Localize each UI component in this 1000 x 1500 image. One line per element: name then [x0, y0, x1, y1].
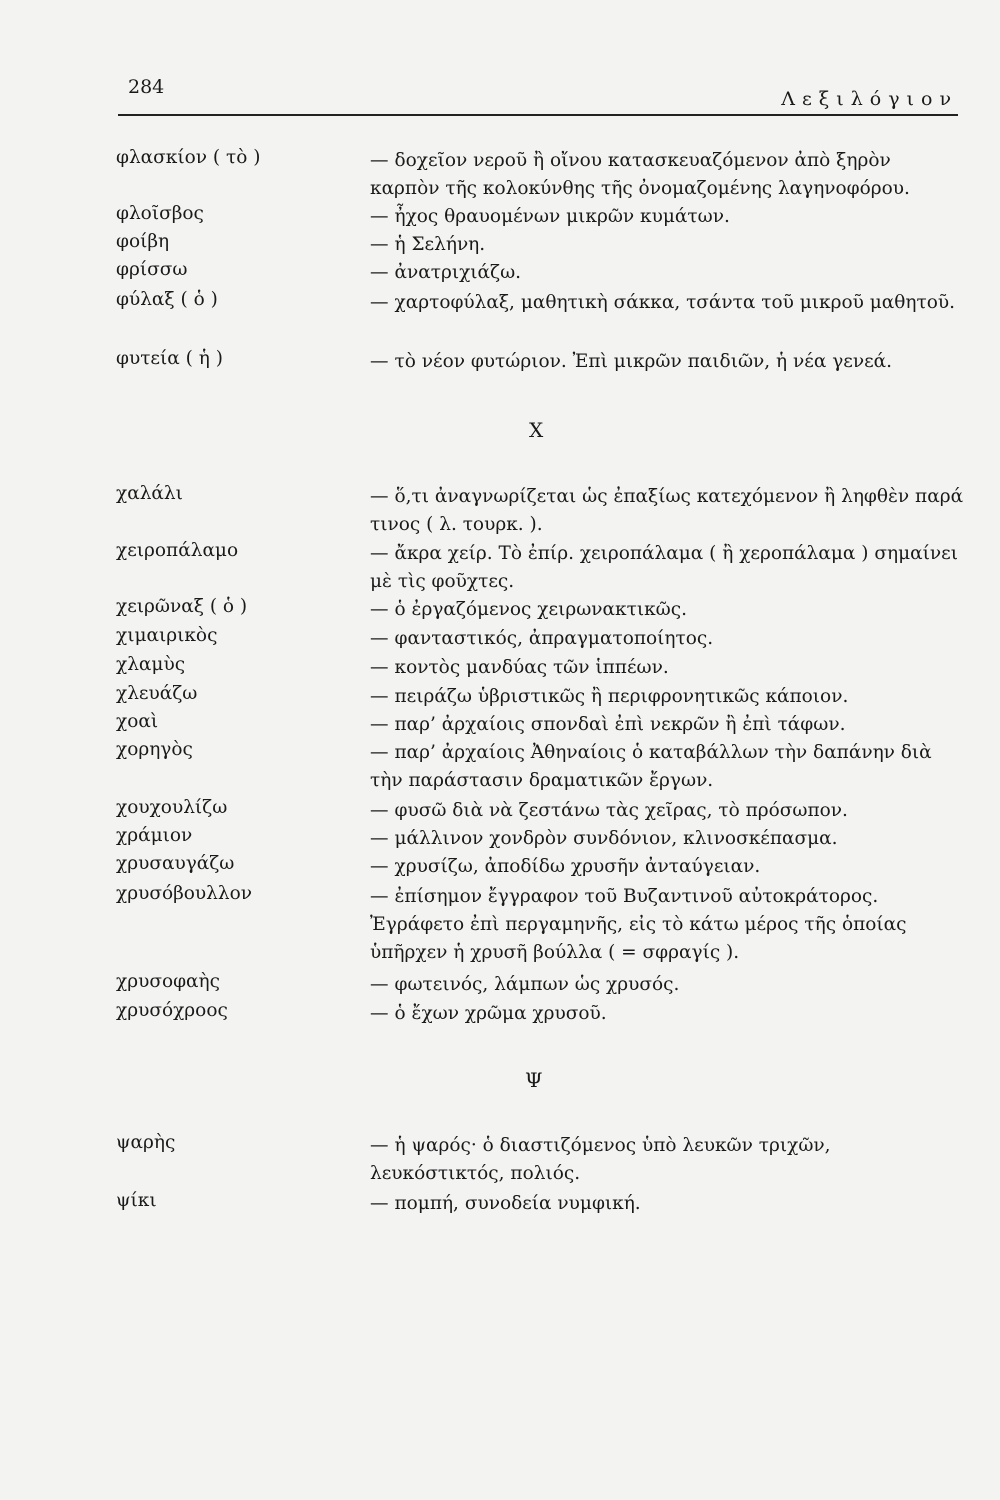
dash: —	[370, 742, 389, 763]
entry-term: φλασκίον ( τὸ )	[116, 147, 261, 168]
dash: —	[370, 800, 389, 821]
header-rule	[118, 114, 958, 116]
entry-term: χρυσόβουλλον	[116, 883, 253, 904]
dash: —	[370, 150, 389, 171]
entry-term: χλαμὺς	[116, 654, 186, 675]
dash: —	[370, 351, 389, 372]
entry-term: φλοῖσβος	[116, 203, 204, 224]
entry-term: φύλαξ ( ὁ )	[116, 289, 218, 310]
entry-definition: — ἀνατριχιάζω.	[370, 259, 966, 287]
entry-term: φρίσσω	[116, 259, 188, 280]
entry-term: χουχουλίζω	[116, 797, 228, 818]
entry-definition: — ὅ,τι ἀναγνωρίζεται ὡς ἐπαξίως κατεχόμενον ἢ ληφθὲν παρά τινος ( λ. τουρκ. ).	[370, 483, 966, 539]
entry-definition: — παρ’ ἀρχαίοις Ἀθηναίοις ὁ καταβάλλων τὴν δαπάνην διὰ τὴν παράστασιν δραματικῶν ἔργων.	[370, 739, 966, 795]
dash: —	[370, 657, 389, 678]
entry-term: φυτεία ( ἡ )	[116, 348, 223, 369]
entry-definition: — ἦχος θραυομένων μικρῶν κυμάτων.	[370, 203, 966, 231]
entry-term: φοίβη	[116, 231, 170, 252]
dash: —	[370, 234, 389, 255]
dash: —	[370, 1135, 389, 1156]
running-head: Λεξιλόγιον	[781, 88, 958, 110]
dash: —	[370, 628, 389, 649]
entry-term: χρυσόχροος	[116, 1000, 228, 1021]
dash: —	[370, 206, 389, 227]
entry-term: χοαὶ	[116, 711, 159, 732]
section-letter-psi: Ψ	[525, 1068, 543, 1092]
entry-term: χρυσαυγάζω	[116, 853, 235, 874]
dash: —	[370, 292, 389, 313]
entry-definition: — φυσῶ διὰ νὰ ζεστάνω τὰς χεῖρας, τὸ πρόσωπον.	[370, 797, 966, 825]
dash: —	[370, 543, 389, 564]
dash: —	[370, 886, 389, 907]
dash: —	[370, 714, 389, 735]
entry-definition: — ἄκρα χείρ. Τὸ ἐπίρ. χειροπάλαμα ( ἢ χεροπάλαμα ) σημαίνει μὲ τὶς φοῦχτες.	[370, 540, 966, 596]
entry-definition: — πομπή, συνοδεία νυμφική.	[370, 1190, 966, 1218]
dash: —	[370, 262, 389, 283]
dash: —	[370, 486, 389, 507]
entry-definition: — πειράζω ὑβριστικῶς ἢ περιφρονητικῶς κάποιον.	[370, 683, 966, 711]
entry-term: χράμιον	[116, 825, 193, 846]
dash: —	[370, 686, 389, 707]
dash: —	[370, 599, 389, 620]
entry-term: χειροπάλαμο	[116, 540, 239, 561]
entry-definition: — ὁ ἔχων χρῶμα χρυσοῦ.	[370, 1000, 966, 1028]
entry-term: χαλάλι	[116, 483, 183, 504]
entry-definition: — ἡ ψαρός· ὁ διαστιζόμενος ὑπὸ λευκῶν τριχῶν, λευκόστικτός, πολιός.	[370, 1132, 966, 1188]
entry-definition: — φανταστικός, ἀπραγματοποίητος.	[370, 625, 966, 653]
entry-definition: — χαρτοφύλαξ, μαθητικὴ σάκκα, τσάντα τοῦ μικροῦ μαθητοῦ.	[370, 289, 966, 317]
entry-definition: — χρυσίζω, ἀποδίδω χρυσῆν ἀνταύγειαν.	[370, 853, 966, 881]
entry-definition: — κοντὸς μανδύας τῶν ἱππέων.	[370, 654, 966, 682]
section-letter-chi: Χ	[529, 418, 544, 442]
entry-definition: — τὸ νέον φυτώριον. Ἐπὶ μικρῶν παιδιῶν, ἡ νέα γενεά.	[370, 348, 966, 376]
entry-definition: — ἐπίσημον ἔγγραφον τοῦ Βυζαντινοῦ αὐτοκράτορος. Ἐγράφετο ἐπὶ περγαμηνῆς, εἰς τὸ κάτω μέρος τῆς ὁποίας ὑπῆρχεν ἡ χρυσῆ βούλλα ( = σφραγίς ).	[370, 883, 966, 967]
entry-definition: — φωτεινός, λάμπων ὡς χρυσός.	[370, 971, 966, 999]
entry-term: ψαρὴς	[116, 1132, 176, 1153]
entry-term: χειρῶναξ ( ὁ )	[116, 596, 248, 617]
entry-term: χρυσοφαὴς	[116, 971, 220, 992]
entry-definition: — ὁ ἐργαζόμενος χειρωνακτικῶς.	[370, 596, 966, 624]
entry-definition: — ἡ Σελήνη.	[370, 231, 966, 259]
entry-term: χιμαιρικὸς	[116, 625, 218, 646]
dash: —	[370, 1193, 389, 1214]
dash: —	[370, 1003, 389, 1024]
entry-definition: — μάλλινον χονδρὸν συνδόνιον, κλινοσκέπασμα.	[370, 825, 966, 853]
entry-term: ψίκι	[116, 1190, 157, 1211]
dash: —	[370, 856, 389, 877]
page-number: 284	[128, 76, 165, 98]
dash: —	[370, 828, 389, 849]
entry-definition: — δοχεῖον νεροῦ ἢ οἴνου κατασκευαζόμενον ἀπὸ ξηρὸν καρπὸν τῆς κολοκύνθης τῆς ὀνομαζομένης λαγηνοφόρου.	[370, 147, 966, 203]
dash: —	[370, 974, 389, 995]
entry-definition: — παρ’ ἀρχαίοις σπονδαὶ ἐπὶ νεκρῶν ἢ ἐπὶ τάφων.	[370, 711, 966, 739]
entry-term: χορηγὸς	[116, 739, 193, 760]
entry-term: χλευάζω	[116, 683, 198, 704]
